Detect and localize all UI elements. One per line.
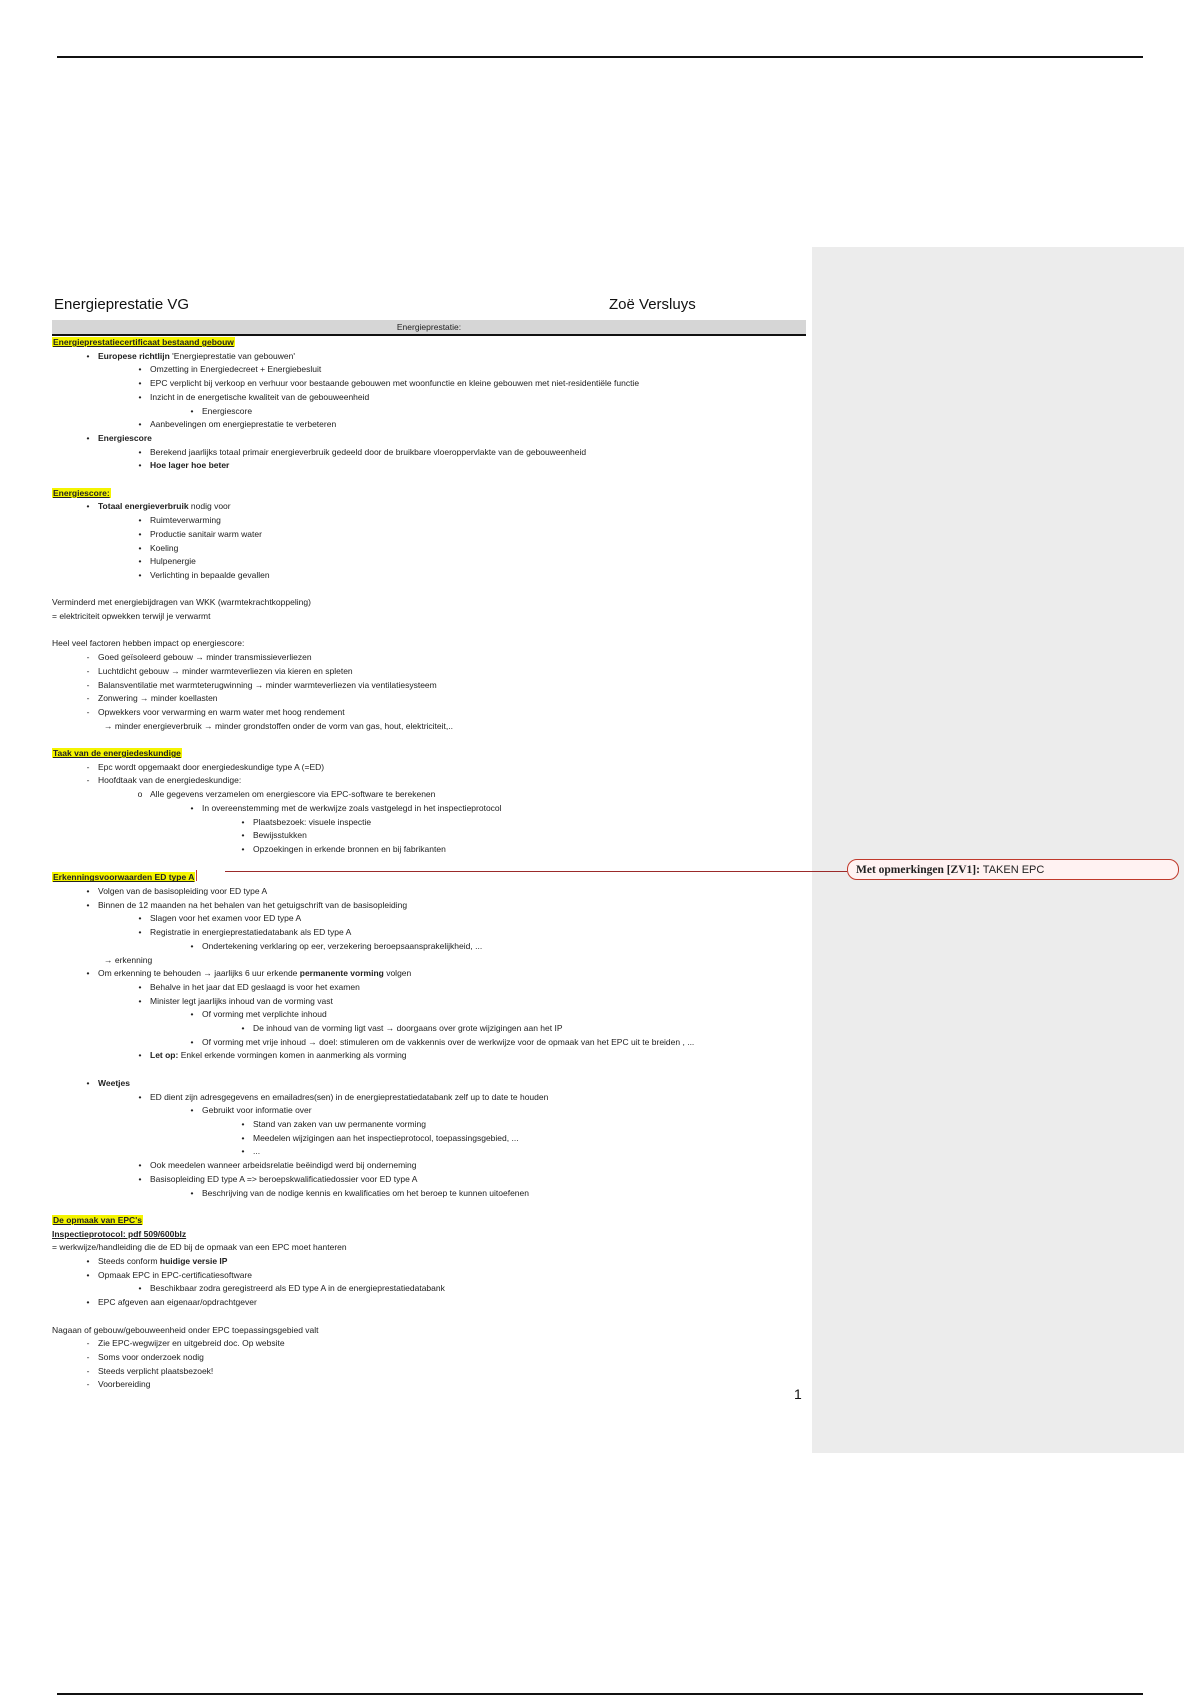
list-item <box>52 679 806 693</box>
list-marker: • <box>190 1105 194 1116</box>
list-item <box>52 1036 806 1050</box>
text-run: 'Energieprestatie van gebouwen' <box>169 350 295 361</box>
list-item <box>52 377 806 391</box>
text-run: Let op: <box>150 1050 179 1061</box>
list-item <box>52 761 806 775</box>
list-marker: • <box>138 1283 142 1294</box>
list-marker: • <box>241 816 245 827</box>
list-item <box>52 1132 806 1146</box>
list-item <box>52 1145 806 1159</box>
list-marker: • <box>86 899 90 910</box>
list-item <box>52 569 806 583</box>
blank-line <box>52 583 806 597</box>
list-marker: • <box>86 968 90 979</box>
text-run: Volgen van de basisopleiding voor ED type A <box>98 886 268 897</box>
document-author: Zoë Versluys <box>609 296 696 313</box>
list-marker: • <box>241 1146 245 1157</box>
list-item <box>52 829 806 843</box>
text-run: Steeds verplicht plaatsbezoek! <box>98 1365 214 1376</box>
list-marker: • <box>138 515 142 526</box>
highlighted-heading: Erkenningsvoorwaarden ED type A <box>53 872 195 883</box>
list-item <box>52 1351 806 1365</box>
list-item <box>52 816 806 830</box>
paragraph <box>52 336 806 350</box>
paragraph <box>52 610 806 624</box>
text-run: ED dient zijn adresgegevens en emailadres(sen) in de energieprestatiedatabank zelf up to date te houden <box>150 1091 549 1102</box>
list-item <box>52 418 806 432</box>
text-run: Aanbevelingen om energieprestatie te verbeteren <box>150 419 337 430</box>
list-item <box>52 350 806 364</box>
text-run: Ruimteverwarming <box>150 515 221 526</box>
list-marker: • <box>86 432 90 443</box>
text-run: Weetjes <box>98 1077 130 1088</box>
list-marker: • <box>86 501 90 512</box>
list-marker: • <box>86 1077 90 1088</box>
list-marker: - <box>86 1351 90 1362</box>
paragraph <box>52 637 806 651</box>
list-marker: • <box>241 1118 245 1129</box>
list-item <box>52 926 806 940</box>
list-marker: - <box>86 1365 90 1376</box>
text-run: Ook meedelen wanneer arbeidsrelatie beëindigd werd bij onderneming <box>150 1160 417 1171</box>
list-marker: - <box>86 706 90 717</box>
comment-anchor-cursor <box>196 870 197 881</box>
text-run: Bewijsstukken <box>253 830 307 841</box>
list-item <box>52 432 806 446</box>
text-run: Energiescore <box>202 405 253 416</box>
list-item <box>52 843 806 857</box>
highlighted-heading: Energieprestatiecertificaat bestaand gebouw <box>53 337 234 347</box>
text-run: Basisopleiding ED type A => beroepskwalificatiedossier voor ED type A <box>150 1173 418 1184</box>
list-item <box>52 500 806 514</box>
text-run: Verlichting in bepaalde gevallen <box>150 569 270 580</box>
list-marker: • <box>138 1050 142 1061</box>
paragraph <box>52 954 806 968</box>
list-marker: • <box>190 1036 194 1047</box>
text-run: Goed geïsoleerd gebouw → minder transmissieverliezen <box>98 652 312 663</box>
list-marker: • <box>138 927 142 938</box>
list-marker: • <box>241 1132 245 1143</box>
text-run: Beschrijving van de nodige kennis en kwalificaties om het beroep te kunnen uitoefenen <box>202 1187 529 1198</box>
comment-balloon[interactable] <box>847 859 1179 880</box>
list-marker: • <box>86 886 90 897</box>
text-run: Plaatsbezoek: visuele inspectie <box>253 816 372 827</box>
text-run: Epc wordt opgemaakt door energiedeskundige type A (=ED) <box>98 761 325 772</box>
list-item <box>52 995 806 1009</box>
list-marker: - <box>86 775 90 786</box>
text-run: Totaal energieverbruik <box>98 501 189 512</box>
paragraph <box>52 870 806 885</box>
section-title-bar: Energieprestatie: <box>52 320 806 336</box>
document-page <box>52 296 806 1392</box>
list-item <box>52 788 806 802</box>
list-item <box>52 1337 806 1351</box>
list-item <box>52 1269 806 1283</box>
list-marker: • <box>190 1187 194 1198</box>
blank-line <box>52 1310 806 1324</box>
text-run: → minder energieverbruik → minder grondstoffen onder de vorm van gas, hout, elektriciteit,.. <box>104 720 453 731</box>
text-run: nodig voor <box>188 501 231 512</box>
text-run: Verminderd met energiebijdragen van WKK (warmtekrachtkoppeling) <box>52 597 311 608</box>
paragraph <box>52 1214 806 1228</box>
list-item <box>52 363 806 377</box>
list-marker: - <box>86 652 90 663</box>
blank-line <box>52 1063 806 1077</box>
list-marker: • <box>241 830 245 841</box>
page-header <box>52 296 806 318</box>
list-item <box>52 1022 806 1036</box>
text-run: Heel veel factoren hebben impact op energiescore: <box>52 638 245 649</box>
list-item <box>52 706 806 720</box>
text-run: Hoofdtaak van de energiedeskundige: <box>98 775 242 786</box>
list-marker: • <box>138 1160 142 1171</box>
list-item <box>52 1077 806 1091</box>
text-run: EPC verplicht bij verkoop en verhuur voor bestaande gebouwen met woonfunctie en kleine gebouwen met niet-residentiële functie <box>150 378 640 389</box>
list-item <box>52 967 806 981</box>
list-item <box>52 542 806 556</box>
list-item <box>52 459 806 473</box>
list-marker: - <box>86 1338 90 1349</box>
text-run: permanente vorming <box>299 968 384 979</box>
list-marker: • <box>138 542 142 553</box>
comments-pane <box>812 247 1184 1453</box>
text-run: = werkwijze/handleiding die de ED bij de opmaak van een EPC moet hanteren <box>52 1242 347 1253</box>
text-run: Inspectieprotocol: pdf 509/600blz <box>52 1228 187 1239</box>
text-run: Stand van zaken van uw permanente vorming <box>253 1118 426 1129</box>
list-marker: • <box>138 364 142 375</box>
text-run: Om erkenning te behouden → jaarlijks 6 uur erkende <box>98 968 300 979</box>
list-marker: • <box>138 995 142 1006</box>
list-marker: • <box>138 569 142 580</box>
text-run: Enkel erkende vormingen komen in aanmerking als vorming <box>178 1050 407 1061</box>
text-run: Europese richtlijn <box>98 350 170 361</box>
list-item <box>52 405 806 419</box>
paragraph <box>52 1324 806 1338</box>
text-run: Steeds conform <box>98 1256 160 1266</box>
list-marker: - <box>86 761 90 772</box>
list-item <box>52 446 806 460</box>
text-run: = elektriciteit opwekken terwijl je verwarmt <box>52 611 211 622</box>
text-run: Opwekkers voor verwarming en warm water met hoog rendement <box>98 706 345 717</box>
paragraph <box>52 747 806 761</box>
list-item <box>52 514 806 528</box>
list-marker: • <box>138 446 142 457</box>
highlighted-heading: Energiescore: <box>53 487 110 498</box>
blank-line <box>52 473 806 487</box>
text-run: huidige versie IP <box>159 1256 228 1266</box>
highlighted-heading: Taak van de energiedeskundige <box>53 748 181 759</box>
list-marker: • <box>190 802 194 813</box>
text-run: Luchtdicht gebouw → minder warmteverliezen via kieren en spleten <box>98 665 353 676</box>
highlighted-heading: De opmaak van EPC's <box>53 1214 142 1225</box>
footer-rule <box>57 1693 1143 1695</box>
list-item <box>52 885 806 899</box>
text-run: Meedelen wijzigingen aan het inspectieprotocol, toepassingsgebied, ... <box>253 1132 519 1143</box>
list-marker: • <box>241 843 245 854</box>
paragraph <box>52 1228 806 1242</box>
text-run: Opmaak EPC in EPC-certificatiesoftware <box>98 1269 252 1280</box>
text-run: Zonwering → minder koellasten <box>98 693 218 704</box>
paragraph <box>52 720 806 734</box>
paragraph <box>52 596 806 610</box>
text-run: Beschikbaar zodra geregistreerd als ED type A in de energieprestatiedatabank <box>150 1283 445 1294</box>
list-item <box>52 1378 806 1392</box>
list-marker: • <box>86 1269 90 1280</box>
text-run: Hulpenergie <box>150 556 196 567</box>
text-run: Soms voor onderzoek nodig <box>98 1351 204 1362</box>
text-run: Ondertekening verklaring op eer, verzekering beroepsaansprakelijkheid, ... <box>202 940 483 951</box>
text-run: Koeling <box>150 542 179 553</box>
text-run: Productie sanitair warm water <box>150 528 262 539</box>
blank-line <box>52 733 806 747</box>
list-item <box>52 912 806 926</box>
list-marker: • <box>138 378 142 389</box>
text-run: Omzetting in Energiedecreet + Energiebesluit <box>150 364 322 375</box>
text-run: volgen <box>383 968 412 979</box>
list-item <box>52 1187 806 1201</box>
list-item <box>52 528 806 542</box>
text-run: Energiescore <box>98 432 152 443</box>
text-run: Registratie in energieprestatiedatabank als ED type A <box>150 927 352 938</box>
text-run: EPC afgeven aan eigenaar/opdrachtgever <box>98 1297 257 1308</box>
text-run: Opzoekingen in erkende bronnen en bij fabrikanten <box>253 843 446 854</box>
text-run: In overeenstemming met de werkwijze zoals vastgelegd in het inspectieprotocol <box>202 802 502 813</box>
blank-line <box>52 624 806 638</box>
blank-line <box>52 857 806 871</box>
header-rule <box>57 56 1143 58</box>
text-run: Of vorming met verplichte inhoud <box>202 1009 327 1020</box>
comment-connector-line <box>225 871 847 872</box>
document-title: Energieprestatie VG <box>54 296 190 313</box>
list-item <box>52 665 806 679</box>
comment-author: Met opmerkingen [ZV1]: <box>856 864 980 876</box>
text-run: Inzicht in de energetische kwaliteit van de gebouweenheid <box>150 391 370 402</box>
list-marker: - <box>86 679 90 690</box>
text-run: Berekend jaarlijks totaal primair energieverbruik gedeeld door de bruikbare vloeroppervlakte van de gebouweenheid <box>150 446 587 457</box>
text-run: ... <box>253 1146 261 1157</box>
list-marker: • <box>138 1173 142 1184</box>
blank-line <box>52 1200 806 1214</box>
list-item <box>52 1118 806 1132</box>
list-item <box>52 1159 806 1173</box>
list-marker: • <box>138 913 142 924</box>
paragraph <box>52 1241 806 1255</box>
text-run: Of vorming met vrije inhoud → doel: stimuleren om de vakkennis over de werkwijze voor de opmaak van het EPC uit te breiden , ... <box>202 1036 695 1047</box>
text-run: Nagaan of gebouw/gebouweenheid onder EPC toepassingsgebied valt <box>52 1324 319 1335</box>
list-marker: • <box>138 460 142 471</box>
text-run: Gebruikt voor informatie over <box>202 1105 312 1116</box>
text-run: Binnen de 12 maanden na het behalen van het getuigschrift van de basisopleiding <box>98 899 408 910</box>
list-item <box>52 1282 806 1296</box>
list-item <box>52 774 806 788</box>
list-marker: • <box>138 391 142 402</box>
list-item <box>52 1365 806 1379</box>
list-item <box>52 981 806 995</box>
list-marker: • <box>190 405 194 416</box>
list-item <box>52 391 806 405</box>
list-marker: - <box>86 1379 90 1390</box>
list-marker: • <box>138 419 142 430</box>
list-marker: • <box>86 350 90 361</box>
list-item <box>52 692 806 706</box>
text-run: Minister legt jaarlijks inhoud van de vorming vast <box>150 995 333 1006</box>
list-marker: • <box>138 528 142 539</box>
list-item <box>52 651 806 665</box>
text-run: Zie EPC-wegwijzer en uitgebreid doc. Op website <box>98 1338 285 1349</box>
list-item <box>52 555 806 569</box>
list-marker: • <box>138 1091 142 1102</box>
text-run: De inhoud van de vorming ligt vast → doorgaans over grote wijzigingen aan het IP <box>253 1023 563 1034</box>
list-marker: • <box>138 981 142 992</box>
list-item <box>52 1091 806 1105</box>
text-run: Behalve in het jaar dat ED geslaagd is voor het examen <box>150 981 360 992</box>
list-item <box>52 1049 806 1063</box>
list-marker: - <box>86 693 90 704</box>
page-number: 1 <box>794 1386 802 1402</box>
text-run: → erkenning <box>104 954 153 965</box>
list-item <box>52 1296 806 1310</box>
list-item <box>52 940 806 954</box>
text-run: Balansventilatie met warmteterugwinning → minder warmteverliezen via ventilatiesysteem <box>98 679 437 690</box>
list-item <box>52 1173 806 1187</box>
paragraph <box>52 487 806 501</box>
list-marker: • <box>241 1023 245 1034</box>
list-marker: • <box>86 1297 90 1308</box>
text-run: Alle gegevens verzamelen om energiescore via EPC-software te berekenen <box>150 789 436 800</box>
list-marker: • <box>86 1256 90 1266</box>
list-marker: • <box>190 940 194 951</box>
list-marker: - <box>86 665 90 676</box>
list-item <box>52 1255 806 1269</box>
comment-text: TAKEN EPC <box>982 864 1045 876</box>
list-marker: • <box>138 556 142 567</box>
list-item <box>52 1008 806 1022</box>
list-item <box>52 899 806 913</box>
list-marker: o <box>137 789 143 800</box>
list-item <box>52 802 806 816</box>
text-run: Hoe lager hoe beter <box>150 460 230 471</box>
text-run: Slagen voor het examen voor ED type A <box>150 913 302 924</box>
text-run: Voorbereiding <box>98 1379 151 1390</box>
list-item <box>52 1104 806 1118</box>
list-marker: • <box>190 1009 194 1020</box>
document-body[interactable] <box>52 336 806 1392</box>
